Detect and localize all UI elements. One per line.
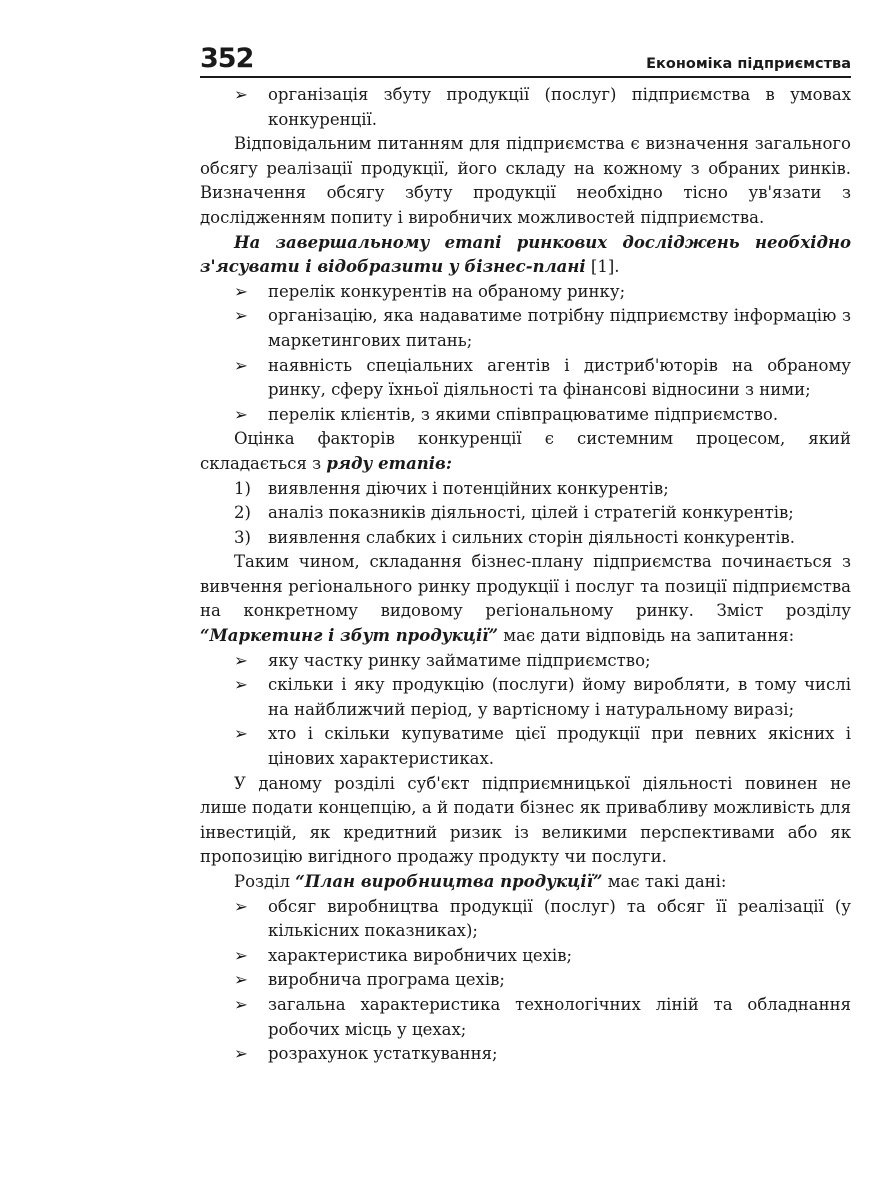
bullet-arrow-icon: ➢ <box>234 675 248 695</box>
list-item <box>200 649 851 674</box>
list-item-text: виробнича програма цехів; <box>268 970 505 990</box>
paragraph <box>200 870 851 895</box>
bullet-arrow-icon: ➢ <box>234 896 248 916</box>
running-title: Економіка підприємства <box>646 56 851 72</box>
paragraph-text: має такі дані: <box>602 872 727 891</box>
list-item-text: характеристика виробничих цехів; <box>268 945 573 965</box>
list-item <box>200 403 851 428</box>
paragraph-text: Таким чином, складання бізнес-плану підприємства починається з вивчення регіонального ринку продукції і послуг та позиції підприємства на конкретному видовому регіональному ринку. Зміст розділу <box>200 552 851 621</box>
numbered-item <box>200 526 851 551</box>
item-number: 3) <box>234 527 251 547</box>
list-item-text: організацію, яка надаватиме потрібну підприємству інформацію з маркетингових питань; <box>268 306 851 350</box>
numbered-item <box>200 477 851 502</box>
paragraph-text: має дати відповідь на запитання: <box>498 626 795 646</box>
page-body <box>200 83 851 1067</box>
paragraph-text: [1]. <box>585 257 620 277</box>
emphasis-text: “Маркетинг і збут продукції” <box>200 626 499 646</box>
list-item-text: перелік конкурентів на обраному ринку; <box>268 281 626 301</box>
bullet-arrow-icon: ➢ <box>234 281 248 301</box>
paragraph: Відповідальним питанням для підприємства є визначення загального обсягу реалізації продукції, його складу на кожному з обраних ринків. Визначення обсягу збуту продукції необхідно тісно ув'язати з дослідженням попиту і виробничих можливостей підприємства. <box>200 134 851 227</box>
bullet-arrow-icon: ➢ <box>234 355 248 375</box>
list-item <box>200 280 851 305</box>
paragraph: У даному розділі суб'єкт підприємницької діяльності повинен не лише подати концепцію, а й подати бізнес як привабливу можливість для інвестицій, як кредитний ризик із великими перспективами або як пропозицію вигідного продажу продукту чи послуги. <box>200 773 851 867</box>
paragraph-text: Розділ <box>234 872 296 891</box>
list-item-text: перелік клієнтів, з якими співпрацюватиме підприємство. <box>268 404 779 424</box>
bullet-arrow-icon: ➢ <box>234 306 248 326</box>
list-item <box>200 944 851 969</box>
list-item <box>200 993 851 1042</box>
paragraph <box>200 231 851 280</box>
list-item <box>200 722 851 771</box>
list-item <box>200 354 851 403</box>
bullet-arrow-icon: ➢ <box>234 85 248 104</box>
bullet-arrow-icon: ➢ <box>234 650 248 670</box>
numbered-item <box>200 501 851 526</box>
list-item-text: виявлення слабких і сильних сторін діяльності конкурентів. <box>268 527 796 547</box>
page-number: 352 <box>200 43 254 74</box>
list-item-text: організація збуту продукції (послуг) підприємства в умовах конкуренції. <box>268 85 851 129</box>
list-item <box>200 1042 851 1067</box>
paragraph <box>200 427 851 476</box>
bullet-arrow-icon: ➢ <box>234 970 248 990</box>
list-item-text: обсяг виробництва продукції (послуг) та обсяг її реалізації (у кількісних показниках); <box>268 896 851 941</box>
emphasis-text: На завершальному етапі ринкових досліджень необхідно з'ясувати і відобразити у бізнес-плані <box>200 232 851 277</box>
list-item <box>200 895 851 944</box>
paragraph-text: Оцінка факторів конкуренції є системним процесом, який складається з <box>200 429 851 473</box>
bullet-arrow-icon: ➢ <box>234 994 248 1014</box>
list-item <box>200 968 851 993</box>
item-number: 1) <box>234 478 251 498</box>
list-item-text: хто і скільки купуватиме цієї продукції при певних якісних і цінових характеристиках. <box>268 724 851 769</box>
bullet-arrow-icon: ➢ <box>234 404 248 424</box>
list-item-text: виявлення діючих і потенційних конкурентів; <box>268 478 669 498</box>
list-item-text: аналіз показників діяльності, цілей і стратегій конкурентів; <box>268 503 794 523</box>
bullet-arrow-icon: ➢ <box>234 1044 248 1064</box>
list-item <box>200 673 851 722</box>
item-number: 2) <box>234 503 251 523</box>
list-item <box>200 304 851 353</box>
list-item-text: наявність спеціальних агентів і дистриб'юторів на обраному ринку, сферу їхньої діяльності та фінансові відносини з ними; <box>268 355 851 400</box>
list-item-text: скільки і яку продукцію (послуги) йому виробляти, в тому числі на найближчий період, у вартісному і натуральному виразі; <box>268 675 851 719</box>
list-item-text: яку частку ринку займатиме підприємство; <box>268 650 651 670</box>
emphasis-text: ряду етапів: <box>326 453 452 473</box>
page-header <box>200 43 851 78</box>
emphasis-text: “План виробництва продукції” <box>295 872 603 891</box>
list-item-text: загальна характеристика технологічних ліній та обладнання робочих місць у цехах; <box>268 994 851 1039</box>
paragraph <box>200 550 851 648</box>
list-item-text: розрахунок устаткування; <box>268 1044 498 1064</box>
list-item <box>200 83 851 132</box>
bullet-arrow-icon: ➢ <box>234 724 248 744</box>
bullet-arrow-icon: ➢ <box>234 945 248 965</box>
